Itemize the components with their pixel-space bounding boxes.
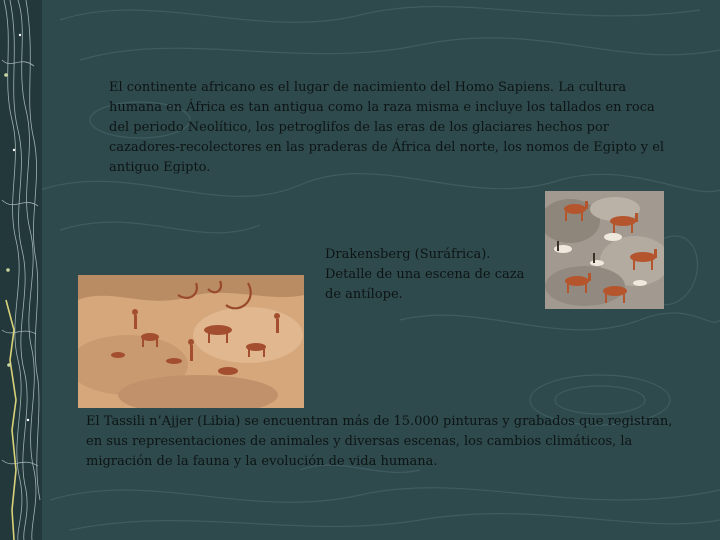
tassili-rock-painting-image bbox=[78, 275, 304, 408]
drakensberg-antelope-painting-image bbox=[545, 191, 664, 309]
side-map-strip bbox=[0, 0, 42, 540]
drakensberg-caption: Drakensberg (Suráfrica). Detalle de una escena de caza de antílope. bbox=[325, 247, 525, 302]
tassili-caption: El Tassili n’Ajjer (Libia) se encuentran más de 15.000 pinturas y grabados que registran, en sus representaciones de animales y diversas escenas, los cambios climáticos, la migración de la fauna y la evolución de vida humana. bbox=[86, 414, 673, 469]
intro-paragraph: El continente africano es el lugar de nacimiento del Homo Sapiens. La cultura humana en África es tan antigua como la raza misma e incluye los tallados en roca del periodo Neolítico, los petroglifos de las eras de los glaciares hechos por cazadores-recolectores en las praderas de África del norte, los nomos de Egipto y el antiguo Egipto. bbox=[109, 80, 665, 175]
